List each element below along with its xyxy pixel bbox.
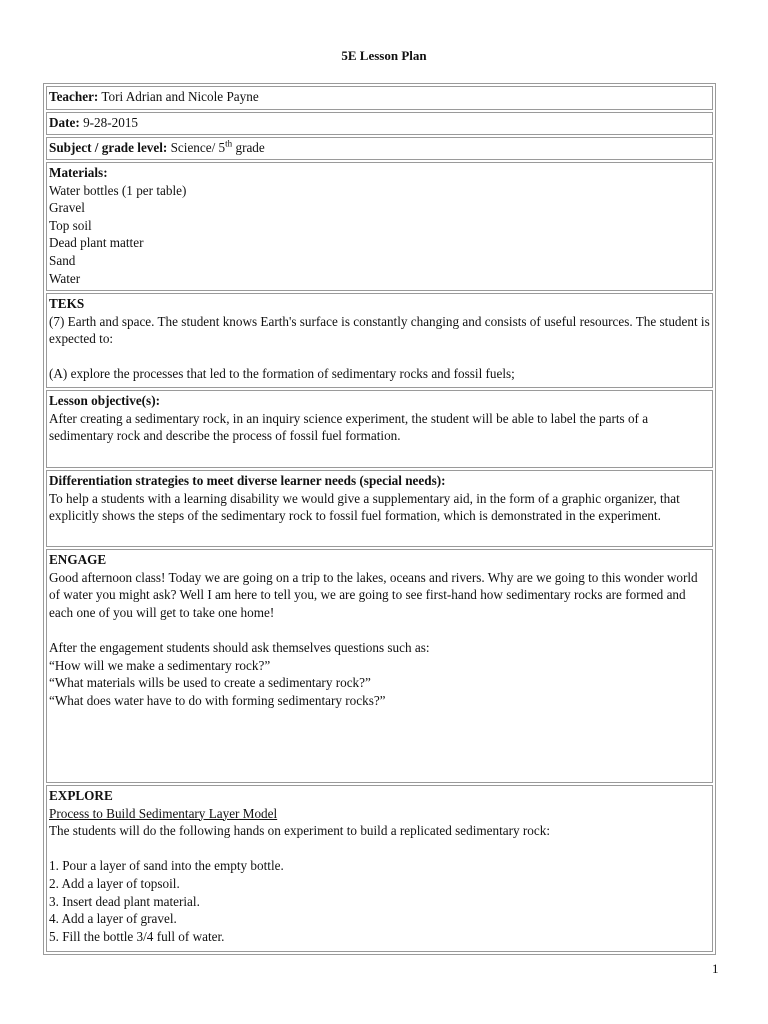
explore-step: 1. Pour a layer of sand into the empty bottle.: [49, 858, 284, 874]
teacher-label: Teacher:: [49, 89, 99, 104]
page-title: 5E Lesson Plan: [341, 48, 427, 63]
differentiation-label: Differentiation strategies to meet diverse learner needs (special needs):: [49, 473, 446, 488]
material-item: Water: [49, 270, 81, 286]
explore-step: 3. Insert dead plant material.: [49, 893, 200, 909]
subject-label: Subject / grade level:: [49, 140, 168, 155]
materials-section: [46, 162, 713, 291]
subject-value: Science/ 5th grade: [170, 138, 265, 155]
material-item: Dead plant matter: [49, 235, 144, 251]
explore-subheading: Process to Build Sedimentary Layer Model: [49, 805, 278, 821]
teks-label: TEKS: [49, 296, 85, 311]
objective-label: Lesson objective(s):: [49, 393, 160, 408]
explore-section: [46, 785, 713, 952]
objective-text: After creating a sedimentary rock, in an inquiry science experiment, the student will be able to label the parts of a sedimentary rock and describe the process of fossil fuel formation.: [49, 410, 649, 444]
engage-intro: After the engagement students should ask themselves questions such as:: [49, 639, 430, 655]
engage-question: “What materials wills be used to create a sedimentary rock?”: [49, 675, 371, 691]
material-item: Water bottles (1 per table): [49, 182, 187, 198]
engage-label: ENGAGE: [49, 552, 107, 567]
explore-step: 2. Add a layer of topsoil.: [49, 875, 180, 891]
date-label: Date:: [49, 115, 80, 130]
engage-text: Good afternoon class! Today we are going on a trip to the lakes, oceans and rivers. Why are we going to this wonder world of water you might ask? Well I am here to tell you, we are going to see first-hand how sedimentary rocks are formed and each one of you will get to take one home!: [49, 569, 698, 620]
explore-step: 5. Fill the bottle 3/4 full of water.: [49, 928, 225, 944]
material-item: Gravel: [49, 200, 85, 216]
date-value: 9-28-2015: [83, 115, 139, 130]
teacher-value: Tori Adrian and Nicole Payne: [101, 89, 259, 104]
material-item: Sand: [49, 252, 76, 268]
materials-label: Materials:: [49, 165, 108, 180]
teks-expectation: (A) explore the processes that led to the formation of sedimentary rocks and fossil fuels;: [49, 366, 515, 382]
subject-row: [46, 137, 713, 160]
engage-question: “What does water have to do with forming sedimentary rocks?”: [49, 692, 386, 708]
objective-section: [46, 390, 713, 468]
explore-label: EXPLORE: [49, 788, 113, 803]
engage-section: [46, 549, 713, 783]
differentiation-section: [46, 470, 713, 547]
differentiation-text: To help a students with a learning disability we would give a supplementary aid, in the form of a graphic organizer, that explicitly shows the steps of the sedimentary rock to fossil fuel formation, which is demonstrated in the experiment.: [49, 490, 680, 524]
date-row: [46, 112, 713, 135]
explore-step: 4. Add a layer of gravel.: [49, 911, 177, 927]
engage-question: “How will we make a sedimentary rock?”: [49, 657, 271, 673]
material-item: Top soil: [49, 217, 92, 233]
page-number: 1: [712, 961, 719, 976]
explore-intro: The students will do the following hands on experiment to build a replicated sedimentary rock:: [49, 823, 551, 839]
teks-standard: (7) Earth and space. The student knows Earth's surface is constantly changing and consists of useful resources. The student is expected to:: [49, 313, 710, 347]
teacher-row: [46, 86, 713, 110]
teks-section: [46, 293, 713, 388]
